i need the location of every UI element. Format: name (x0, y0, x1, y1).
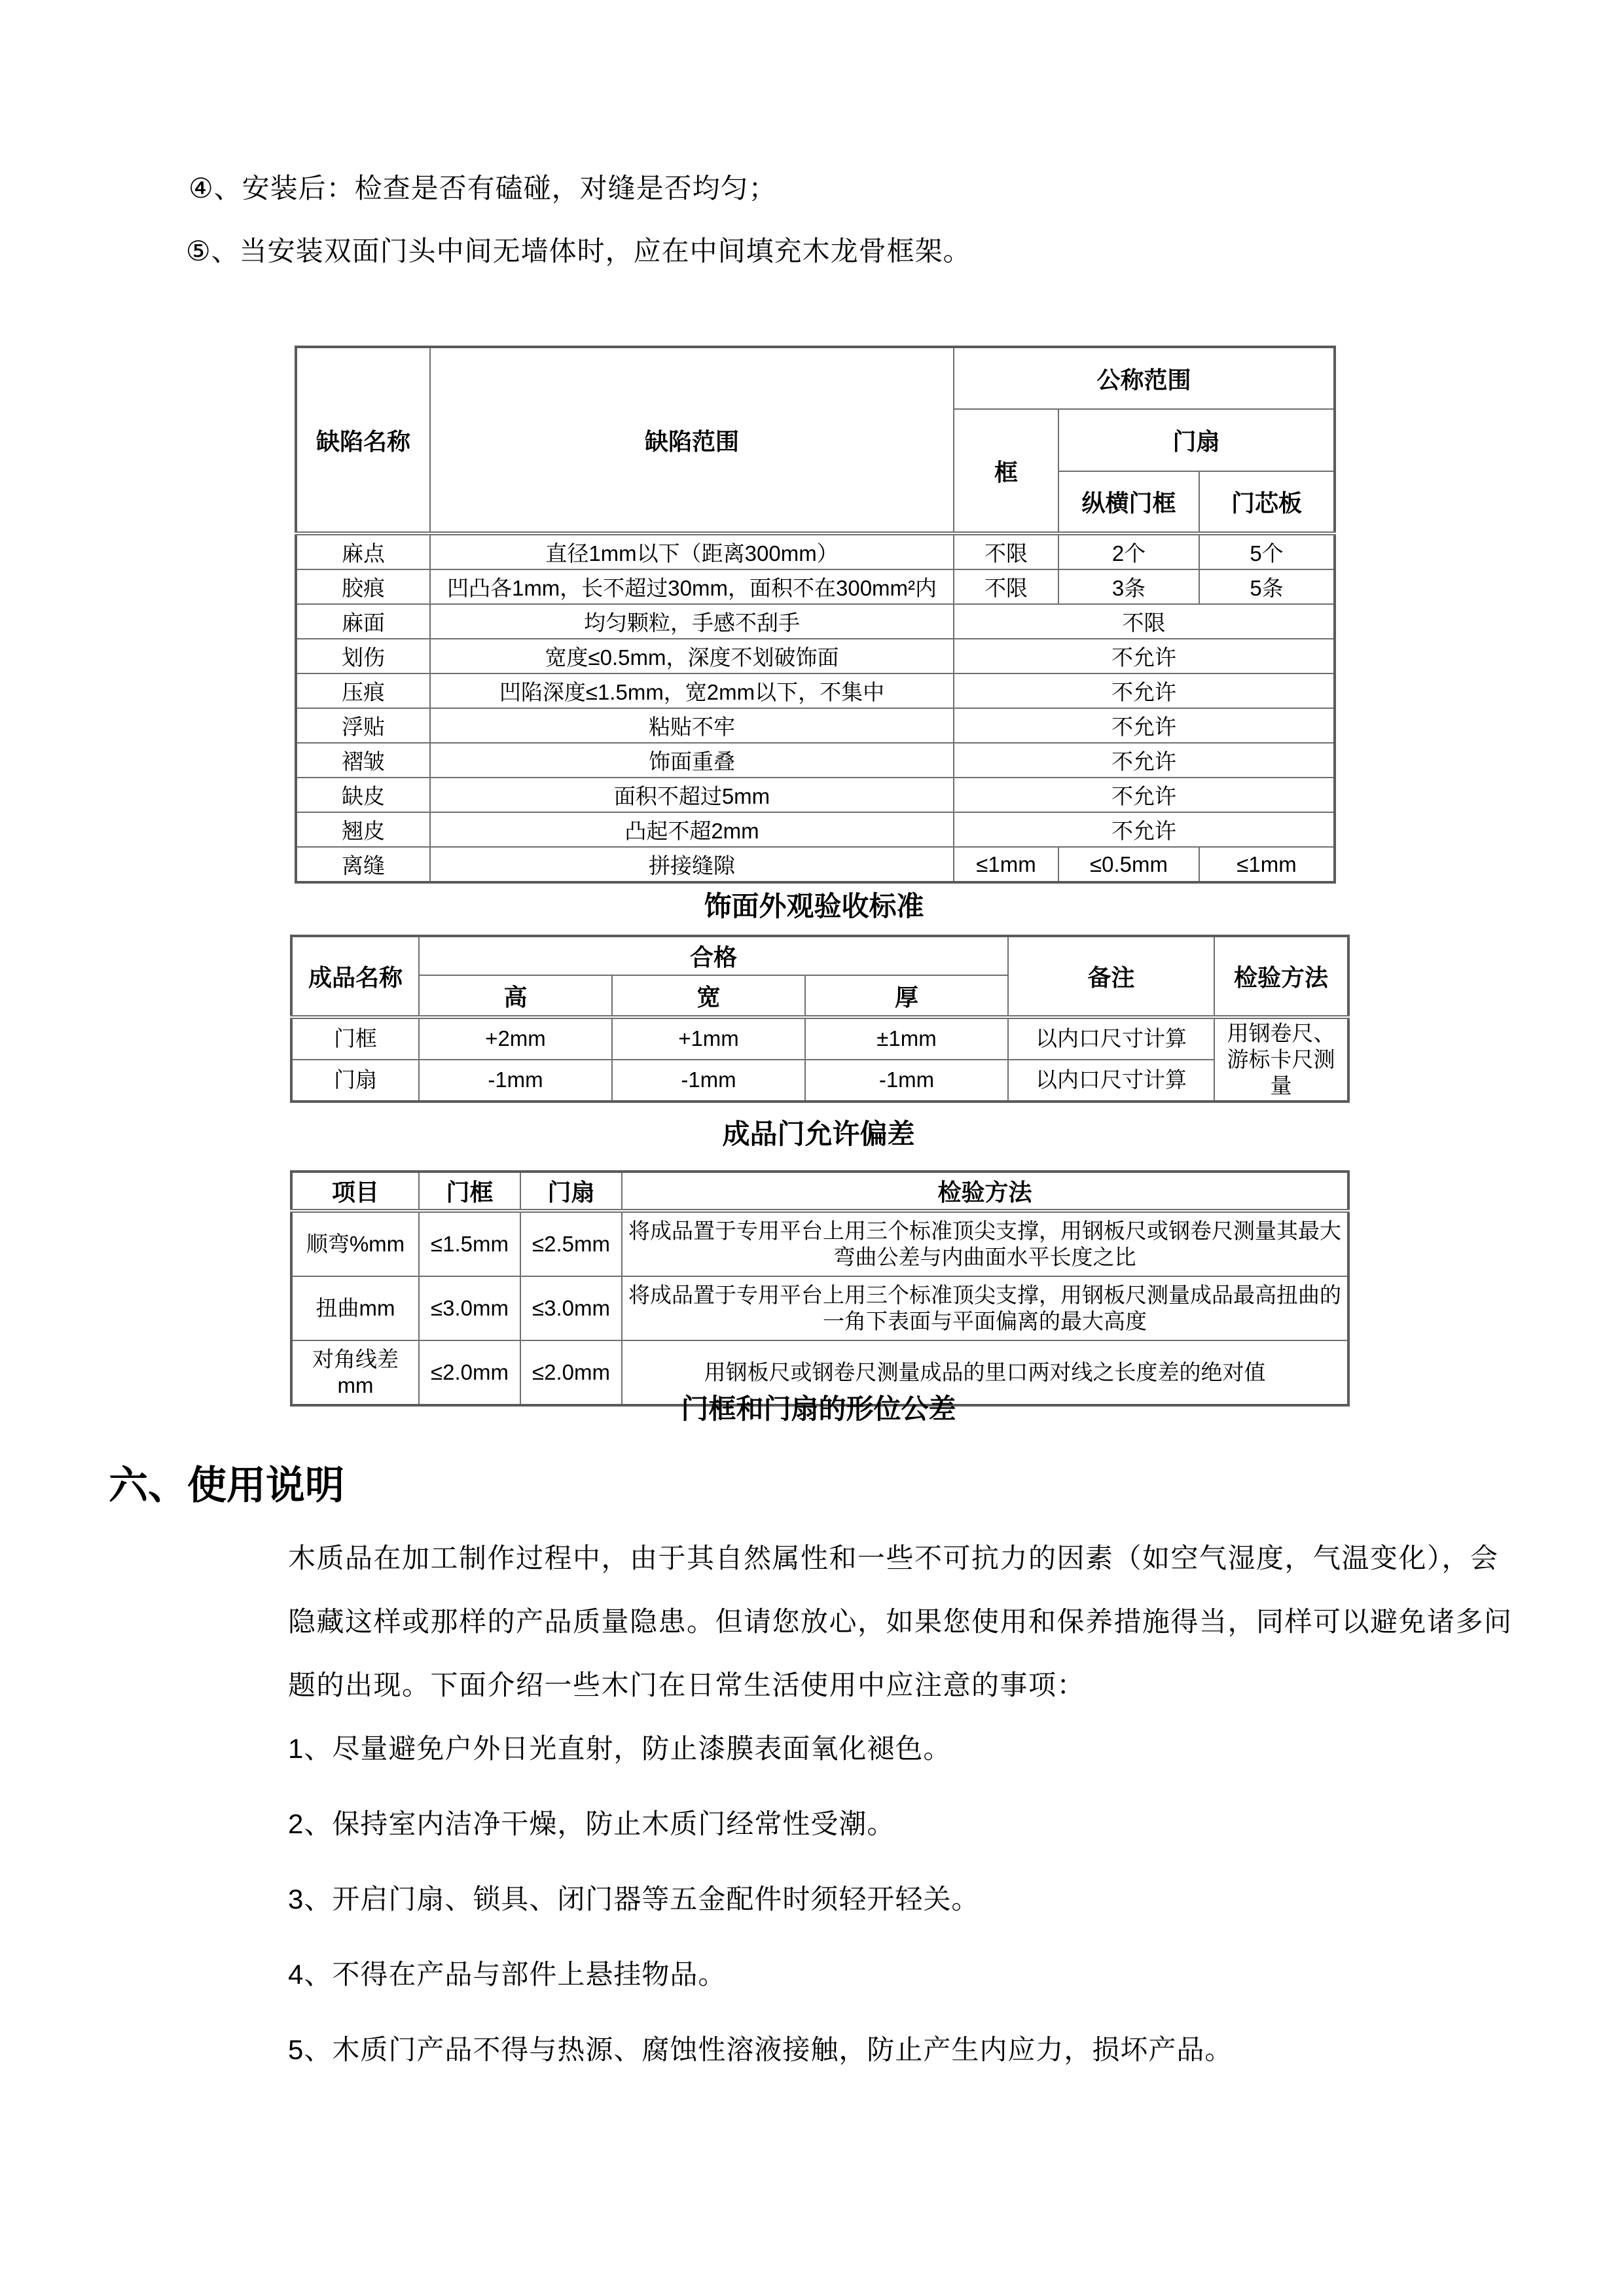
finished-door-deviation-cell: 门框 (291, 1017, 419, 1060)
finish-appearance-cell: 拼接缝隙 (430, 847, 954, 882)
form-position-tolerance-header-cell: 项目 (291, 1172, 419, 1211)
finish-appearance-cell: 褶皱 (296, 743, 430, 778)
finished-door-deviation-cell: 用钢卷尺、游标卡尺测量 (1214, 1017, 1348, 1102)
finish-appearance-header-cell: 纵横门框 (1058, 471, 1199, 533)
form-position-tolerance-header-cell: 门扇 (520, 1172, 622, 1211)
paragraph-line: 木质品在加工制作过程中，由于其自然属性和一些不可抗力的因素（如空气湿度，气温变化），会 (288, 1543, 1499, 1573)
install-note-5: ⑤、当安装双面门头中间无墙体时，应在中间填充木龙骨框架。 (186, 236, 971, 266)
finish-appearance-row (296, 847, 1335, 882)
form-position-tolerance-cell: 用钢板尺或钢卷尺测量成品的里口两对线之长度差的绝对值 (622, 1340, 1348, 1405)
finish-appearance-cell: 麻点 (296, 533, 430, 569)
finish-appearance-row (296, 569, 1335, 604)
finished-door-deviation-header-cell: 高 (419, 975, 612, 1017)
section-title-usage-instructions: 六、使用说明 (109, 1463, 344, 1507)
finish-appearance-cell: 不允许 (954, 778, 1335, 812)
finish-appearance-header-cell: 公称范围 (954, 347, 1335, 409)
paragraph-line: 隐藏这样或那样的产品质量隐患。但请您放心，如果您使用和保养措施得当，同样可以避免诸多问 (288, 1606, 1513, 1637)
list-item: 3、开启门扇、锁具、闭门器等五金配件时须轻开轻关。 (288, 1884, 980, 1914)
finished-door-deviation-table-caption: 成品门允许偏差 (722, 1119, 915, 1149)
usage-instructions-list (288, 1733, 1233, 2109)
form-position-tolerance-cell: 顺弯%mm (291, 1211, 419, 1276)
form-position-tolerance-row (291, 1276, 1348, 1340)
finished-door-deviation-cell: ±1mm (805, 1017, 1008, 1060)
form-position-tolerance-cell: ≤2.0mm (520, 1340, 622, 1405)
finish-appearance-cell: 麻面 (296, 604, 430, 639)
finish-appearance-row (296, 743, 1335, 778)
finish-appearance-cell: 3条 (1058, 569, 1199, 604)
form-position-tolerance-cell: ≤2.5mm (520, 1211, 622, 1276)
form-position-tolerance-cell: ≤2.0mm (419, 1340, 520, 1405)
finish-appearance-row (296, 533, 1335, 569)
finish-appearance-cell: 不允许 (954, 673, 1335, 708)
finish-appearance-cell: 不限 (954, 569, 1058, 604)
finish-appearance-table-caption: 饰面外观验收标准 (704, 891, 924, 922)
finish-appearance-header-cell: 门芯板 (1199, 471, 1335, 533)
finish-appearance-cell: 不允许 (954, 812, 1335, 847)
finished-door-deviation-cell: -1mm (419, 1060, 612, 1102)
finish-appearance-cell: 凹凸各1mm，长不超过30mm，面积不在300mm²内 (430, 569, 954, 604)
list-item: 2、保持室内洁净干燥，防止木质门经常性受潮。 (288, 1808, 895, 1839)
finish-appearance-cell: ≤1mm (954, 847, 1058, 882)
form-position-tolerance-row (291, 1211, 1348, 1276)
finish-appearance-header-cell: 门扇 (1058, 409, 1335, 471)
finish-appearance-cell: 不允许 (954, 708, 1335, 743)
finish-appearance-header-cell: 缺陷名称 (296, 347, 430, 533)
finished-door-deviation-header-row (291, 936, 1348, 975)
finish-appearance-row (296, 673, 1335, 708)
finished-door-deviation-cell: 门扇 (291, 1060, 419, 1102)
form-position-tolerance-cell: 对角线差mm (291, 1340, 419, 1405)
finished-door-deviation-header-cell: 成品名称 (291, 936, 419, 1017)
finish-appearance-row (296, 604, 1335, 639)
finish-appearance-cell: 面积不超过5mm (430, 778, 954, 812)
form-position-tolerance-table (290, 1170, 1350, 1407)
finish-appearance-cell: 粘贴不牢 (430, 708, 954, 743)
finish-appearance-cell: 凸起不超2mm (430, 812, 954, 847)
finish-appearance-header-row (296, 347, 1335, 409)
finish-appearance-header-cell: 框 (954, 409, 1058, 533)
finish-appearance-cell: 直径1mm以下（距离300mm） (430, 533, 954, 569)
finish-appearance-row (296, 708, 1335, 743)
finish-appearance-cell: 饰面重叠 (430, 743, 954, 778)
form-position-tolerance-header-cell: 门框 (419, 1172, 520, 1211)
finished-door-deviation-header-cell: 厚 (805, 975, 1008, 1017)
finish-appearance-cell: 5条 (1199, 569, 1335, 604)
form-position-tolerance-cell: ≤3.0mm (520, 1276, 622, 1340)
finish-appearance-cell: 不允许 (954, 743, 1335, 778)
finish-appearance-cell: 不限 (954, 604, 1335, 639)
finish-appearance-cell: ≤0.5mm (1058, 847, 1199, 882)
form-position-tolerance-table-caption: 门框和门扇的形位公差 (681, 1393, 956, 1424)
finish-appearance-cell: 翘皮 (296, 812, 430, 847)
form-position-tolerance-cell: ≤3.0mm (419, 1276, 520, 1340)
paragraph-line: 题的出现。下面介绍一些木门在日常生活使用中应注意的事项： (288, 1670, 1086, 1700)
finish-appearance-grid (295, 346, 1336, 884)
finish-appearance-cell: 不允许 (954, 639, 1335, 673)
finish-appearance-cell: 5个 (1199, 533, 1335, 569)
finish-appearance-cell: 缺皮 (296, 778, 430, 812)
form-position-tolerance-grid (290, 1170, 1350, 1407)
finished-door-deviation-row (291, 1017, 1348, 1060)
form-position-tolerance-cell: ≤1.5mm (419, 1211, 520, 1276)
install-note-4: ④、安装后：检查是否有磕碰，对缝是否均匀； (189, 173, 777, 204)
finished-door-deviation-header-cell: 合格 (419, 936, 1008, 975)
finish-appearance-cell: 2个 (1058, 533, 1199, 569)
finished-door-deviation-header-cell: 备注 (1008, 936, 1214, 1017)
finish-appearance-row (296, 639, 1335, 673)
finished-door-deviation-cell: 以内口尺寸计算 (1008, 1060, 1214, 1102)
form-position-tolerance-cell: 将成品置于专用平台上用三个标准顶尖支撑，用钢板尺测量成品最高扭曲的一角下表面与平面偏离的最大高度 (622, 1276, 1348, 1340)
list-item: 4、不得在产品与部件上悬挂物品。 (288, 1959, 727, 1990)
finished-door-deviation-row (291, 1060, 1348, 1102)
finish-appearance-row (296, 778, 1335, 812)
form-position-tolerance-header-row (291, 1172, 1348, 1211)
finished-door-deviation-header-cell: 检验方法 (1214, 936, 1348, 1017)
finish-appearance-row (296, 812, 1335, 847)
finish-appearance-cell: 划伤 (296, 639, 430, 673)
finished-door-deviation-table (290, 935, 1350, 1103)
finish-appearance-cell: 凹陷深度≤1.5mm，宽2mm以下，不集中 (430, 673, 954, 708)
finish-appearance-cell: 宽度≤0.5mm，深度不划破饰面 (430, 639, 954, 673)
finished-door-deviation-cell: -1mm (612, 1060, 805, 1102)
finish-appearance-cell: 离缝 (296, 847, 430, 882)
list-item: 5、木质门产品不得与热源、腐蚀性溶液接触，防止产生内应力，损坏产品。 (288, 2034, 1233, 2065)
usage-intro-paragraph (288, 1526, 1525, 1717)
finished-door-deviation-grid (290, 935, 1350, 1103)
finished-door-deviation-header-cell: 宽 (612, 975, 805, 1017)
finish-appearance-cell: 均匀颗粒，手感不刮手 (430, 604, 954, 639)
finish-appearance-header-cell: 缺陷范围 (430, 347, 954, 533)
finished-door-deviation-cell: 以内口尺寸计算 (1008, 1017, 1214, 1060)
list-item: 1、尽量避免户外日光直射，防止漆膜表面氧化褪色。 (288, 1733, 952, 1764)
finished-door-deviation-cell: +1mm (612, 1017, 805, 1060)
finish-appearance-cell: ≤1mm (1199, 847, 1335, 882)
form-position-tolerance-cell: 将成品置于专用平台上用三个标准顶尖支撑，用钢板尺或钢卷尺测量其最大弯曲公差与内曲面水平长度之比 (622, 1211, 1348, 1276)
finish-appearance-table (295, 346, 1336, 884)
finished-door-deviation-cell: -1mm (805, 1060, 1008, 1102)
form-position-tolerance-cell: 扭曲mm (291, 1276, 419, 1340)
finish-appearance-cell: 压痕 (296, 673, 430, 708)
finished-door-deviation-cell: +2mm (419, 1017, 612, 1060)
form-position-tolerance-header-cell: 检验方法 (622, 1172, 1348, 1211)
finish-appearance-cell: 浮贴 (296, 708, 430, 743)
finish-appearance-cell: 胶痕 (296, 569, 430, 604)
finish-appearance-cell: 不限 (954, 533, 1058, 569)
